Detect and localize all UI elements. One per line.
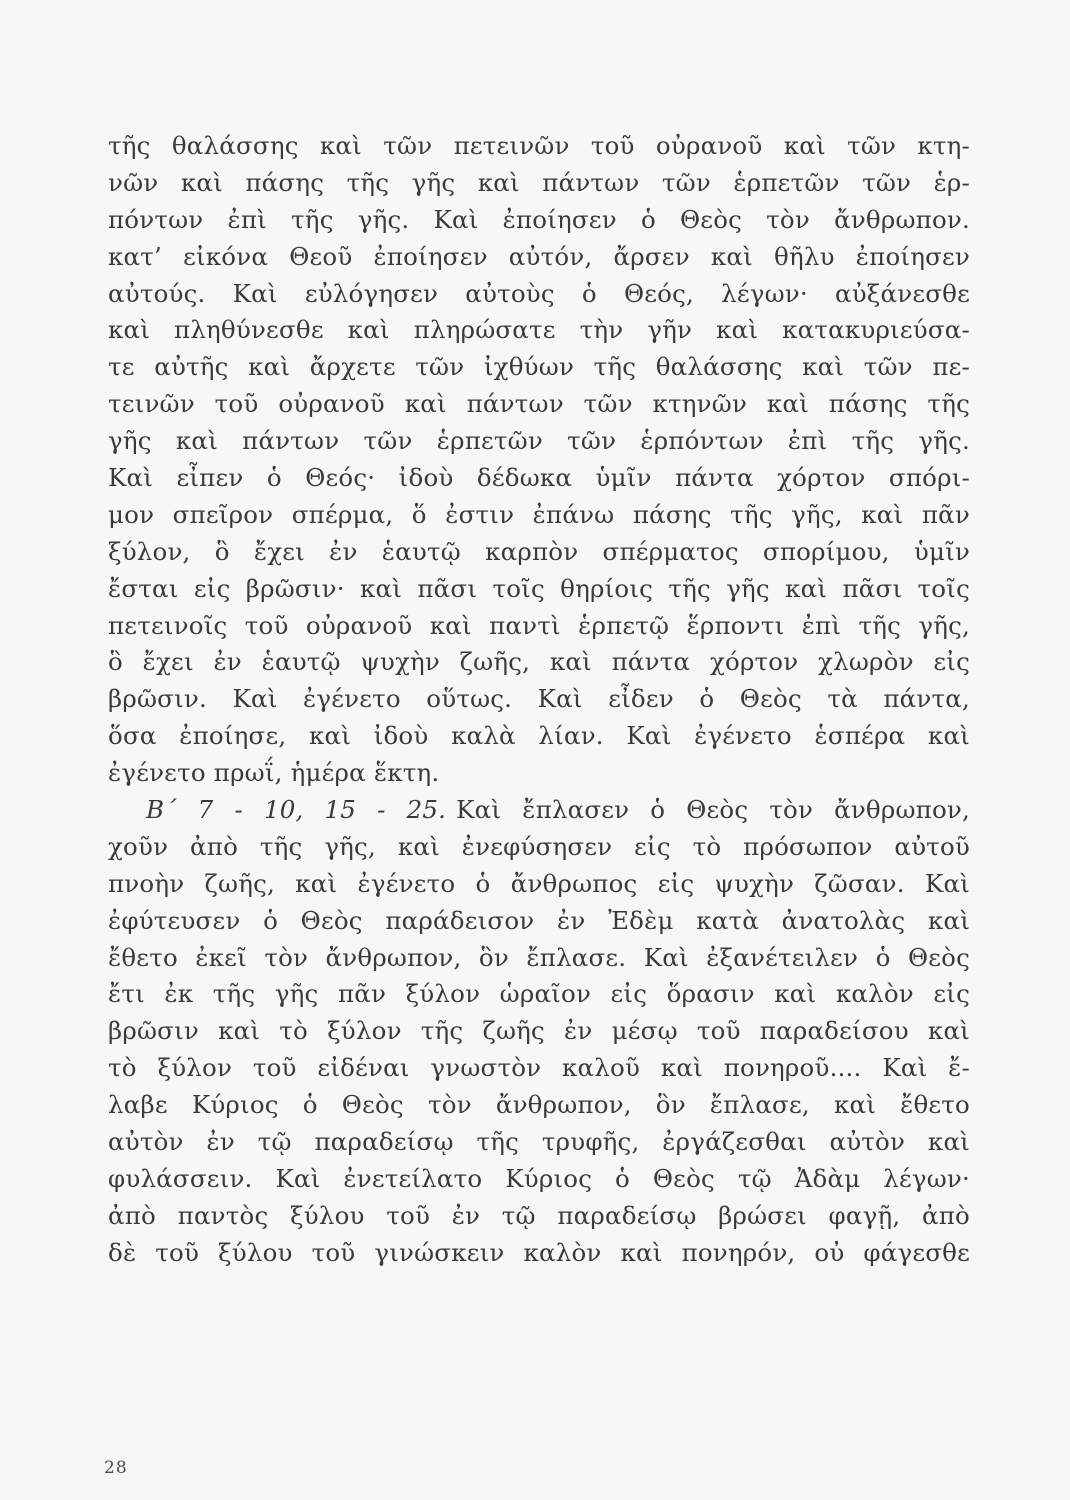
verse-reference-line [108, 792, 970, 829]
body-text [108, 128, 970, 1272]
text-line: δὲ τοῦ ξύλου τοῦ γινώσκειν καλὸν καὶ πονηρόν, οὐ φάγεσθε [108, 1237, 970, 1267]
text-line: ἀπὸ παντὸς ξύλου τοῦ ἐν τῷ παραδείσῳ βρώσει φαγῇ, ἀπὸ [108, 1200, 970, 1230]
text-line: λαβε Κύριος ὁ Θεὸς τὸν ἄνθρωπον, ὃν ἔπλασε, καὶ ἔθετο [108, 1090, 970, 1120]
text-line: ὅσα ἐποίησε, καὶ ἰδοὺ καλὰ λίαν. Καὶ ἐγένετο ἑσπέρα καὶ [108, 721, 970, 751]
text-line: ἐγένετο πρωΐ, ἡμέρα ἕκτη. [108, 758, 440, 788]
text-line: κατ’ εἰκόνα Θεοῦ ἐποίησεν αὐτόν, ἄρσεν καὶ θῆλυ ἐποίησεν [108, 241, 970, 271]
text-line: τεινῶν τοῦ οὐρανοῦ καὶ πάντων τῶν κτηνῶν καὶ πάσης τῆς [108, 389, 970, 419]
text-line: τὸ ξύλον τοῦ εἰδέναι γνωστὸν καλοῦ καὶ πονηροῦ.... Καὶ ἔ- [108, 1053, 970, 1083]
text-line: ἐφύτευσεν ὁ Θεὸς παράδεισον ἐν Ἐδὲμ κατὰ ἀνατολὰς καὶ [108, 905, 970, 935]
verse-reference: Β΄ 7 - 10, 15 - 25. [146, 795, 447, 825]
text-line: πετεινοῖς τοῦ οὐρανοῦ καὶ παντὶ ἑρπετῷ ἕρποντι ἐπὶ τῆς γῆς, [108, 610, 970, 640]
text-line: γῆς καὶ πάντων τῶν ἑρπετῶν τῶν ἑρπόντων ἐπὶ τῆς γῆς. [108, 426, 970, 456]
text-line: μον σπεῖρον σπέρμα, ὅ ἐστιν ἐπάνω πάσης τῆς γῆς, καὶ πᾶν [108, 499, 970, 529]
text-line: ἔτι ἐκ τῆς γῆς πᾶν ξύλον ὡραῖον εἰς ὅρασιν καὶ καλὸν εἰς [108, 979, 970, 1009]
text-line: βρῶσιν καὶ τὸ ξύλον τῆς ζωῆς ἐν μέσῳ τοῦ παραδείσου καὶ [108, 1016, 970, 1046]
text-line: πόντων ἐπὶ τῆς γῆς. Καὶ ἐποίησεν ὁ Θεὸς τὸν ἄνθρωπον. [108, 204, 970, 234]
text-line: φυλάσσειν. Καὶ ἐνετείλατο Κύριος ὁ Θεὸς τῷ Ἀδὰμ λέγων· [108, 1163, 970, 1193]
text-line: ἔσται εἰς βρῶσιν· καὶ πᾶσι τοῖς θηρίοις τῆς γῆς καὶ πᾶσι τοῖς [108, 573, 970, 603]
text-line: ξύλον, ὃ ἔχει ἐν ἑαυτῷ καρπὸν σπέρματος σπορίμου, ὑμῖν [108, 536, 970, 566]
text-line: πνοὴν ζωῆς, καὶ ἐγένετο ὁ ἄνθρωπος εἰς ψυχὴν ζῶσαν. Καὶ [108, 868, 970, 898]
text-line: ἔθετο ἐκεῖ τὸν ἄνθρωπον, ὃν ἔπλασε. Καὶ ἐξανέτειλεν ὁ Θεὸς [108, 942, 970, 972]
text-line: τῆς θαλάσσης καὶ τῶν πετεινῶν τοῦ οὐρανοῦ καὶ τῶν κτη- [108, 131, 970, 160]
text-line: ὃ ἔχει ἐν ἑαυτῷ ψυχὴν ζωῆς, καὶ πάντα χόρτον χλωρὸν εἰς [108, 647, 970, 677]
text-line: χοῦν ἀπὸ τῆς γῆς, καὶ ἐνεφύσησεν εἰς τὸ πρόσωπον αὐτοῦ [108, 831, 970, 861]
page-number: 28 [104, 1458, 128, 1478]
text-line: αὐτούς. Καὶ εὐλόγησεν αὐτοὺς ὁ Θεός, λέγων· αὐξάνεσθε [108, 278, 970, 308]
text-line: αὐτὸν ἐν τῷ παραδείσῳ τῆς τρυφῆς, ἐργάζεσθαι αὐτὸν καὶ [108, 1127, 970, 1157]
text-line: βρῶσιν. Καὶ ἐγένετο οὕτως. Καὶ εἶδεν ὁ Θεὸς τὰ πάντα, [108, 684, 970, 714]
text-line-content: Καὶ ἔπλασεν ὁ Θεὸς τὸν ἄνθρωπον, [456, 795, 970, 825]
text-line: Καὶ εἶπεν ὁ Θεός· ἰδοὺ δέδωκα ὑμῖν πάντα χόρτον σπόρι- [108, 463, 970, 493]
text-line: καὶ πληθύνεσθε καὶ πληρώσατε τὴν γῆν καὶ κατακυριεύσα- [108, 315, 970, 345]
text-line: τε αὐτῆς καὶ ἄρχετε τῶν ἰχθύων τῆς θαλάσσης καὶ τῶν πε- [108, 352, 970, 382]
text-line: νῶν καὶ πάσης τῆς γῆς καὶ πάντων τῶν ἑρπετῶν τῶν ἑρ- [108, 167, 970, 197]
